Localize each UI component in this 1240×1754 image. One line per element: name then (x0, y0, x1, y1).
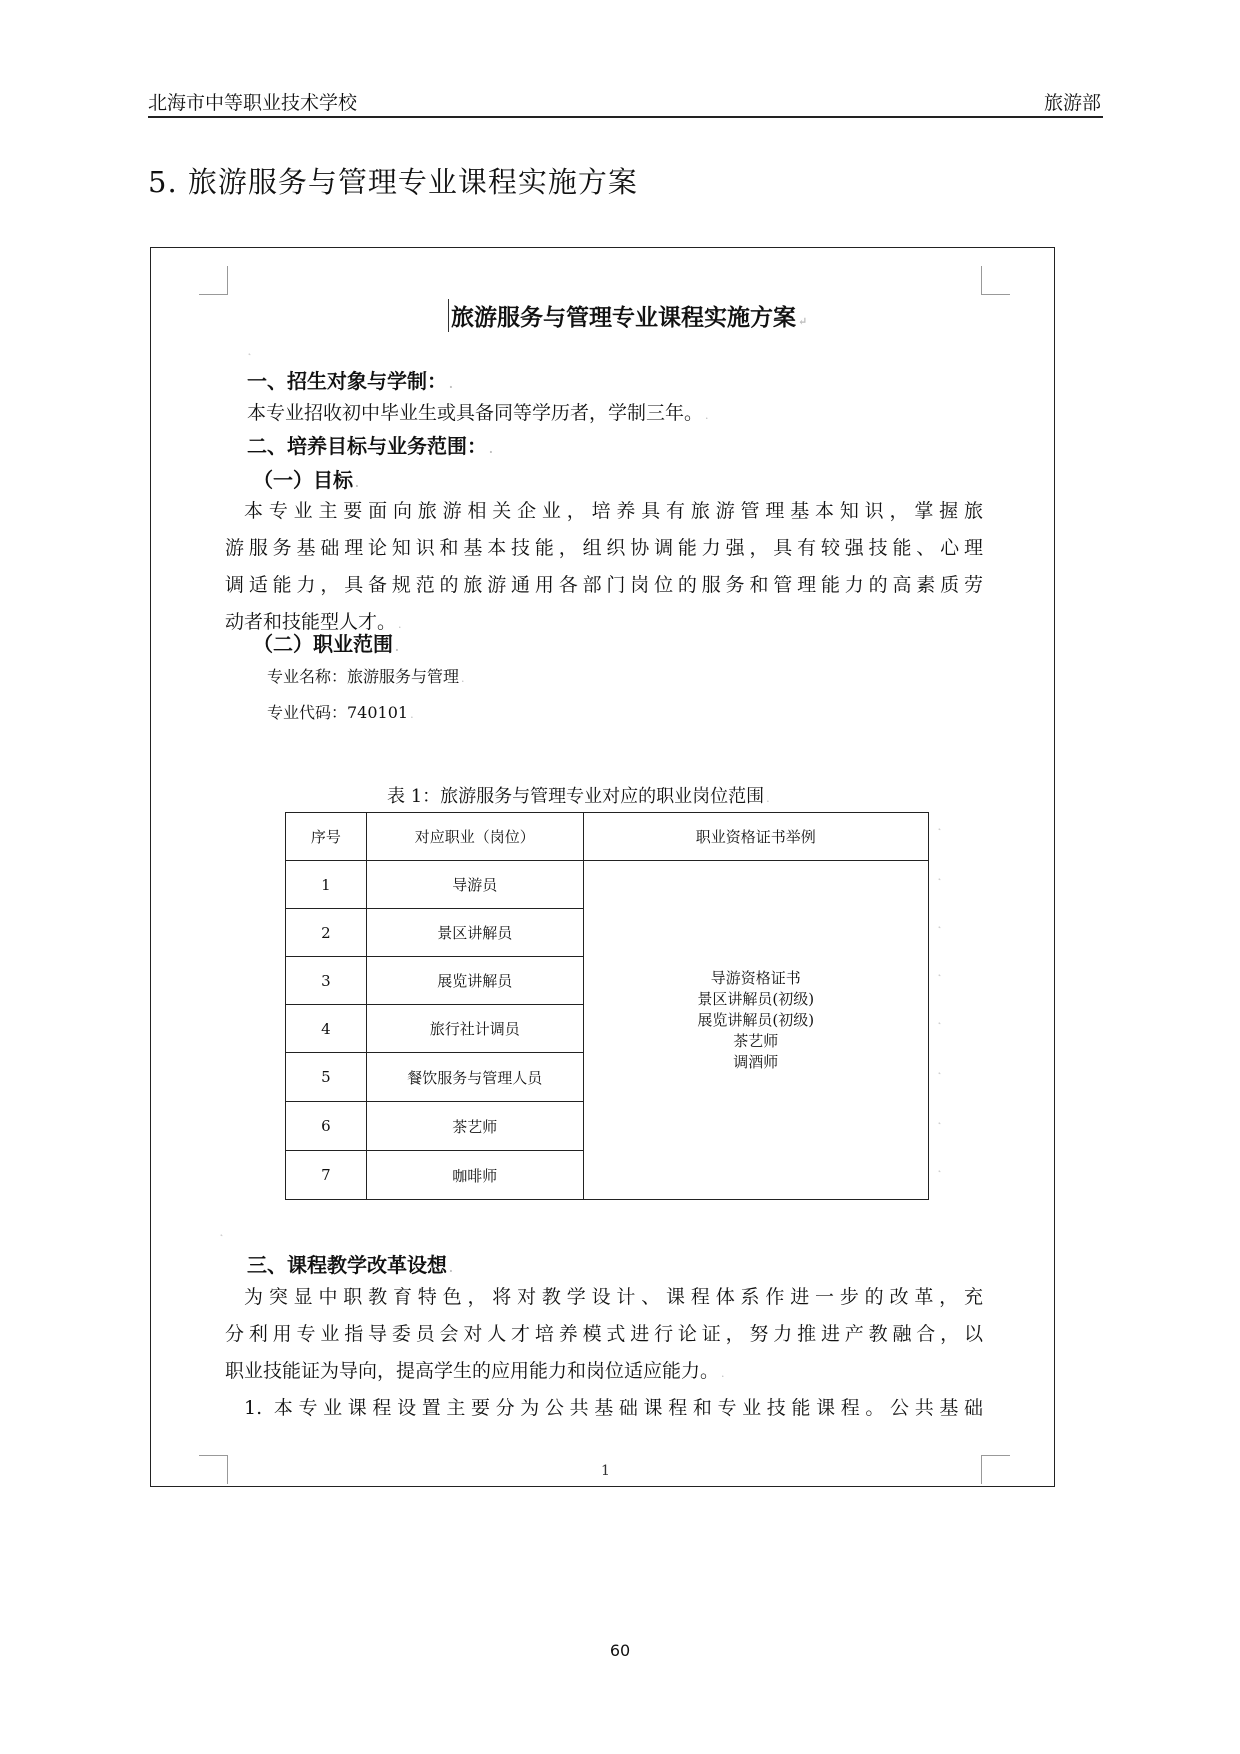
corner-mark-top-left (199, 266, 228, 295)
page-header (148, 84, 1103, 118)
row-number: 7 (286, 1151, 367, 1200)
para-line: 分利用专业指导委员会对人才培养模式进行论证，努力推进产教融合，以 (225, 1323, 983, 1345)
s1-text: 本专业招收初中毕业生或具备同等学历者，学制三年。 . (247, 402, 709, 424)
header-cell: 序号 (286, 813, 367, 861)
doc-title: 旅游服务与管理专业课程实施方案 ↵ (448, 299, 807, 332)
inner-page-number: 1 (601, 1463, 610, 1479)
row-number: 1 (286, 861, 367, 909)
corner-mark-bottom-left (199, 1455, 228, 1484)
para-line: 本专业主要面向旅游相关企业，培养具有旅游管理基本知识，掌握旅 (244, 500, 983, 522)
s2-paragraph (225, 493, 983, 641)
job-cell: 咖啡师 (366, 1151, 583, 1200)
para-line: 为突显中职教育特色，将对教学设计、课程体系作进一步的改革，充 (244, 1286, 983, 1308)
embedded-document-image: 旅游服务与管理专业课程实施方案 ↵ ˛ 一、招生对象与学制： . 本专业招收初中毕业生或具备同等学历者，学制三年。 . 二、培养目标与业务范围： . （一）目标 . 本专业主要面向旅游相关企业，培养具有旅游管理基本知识，掌握旅 游服务基础理论知识和基本技能，组织协调能力强，具有较强技能、心理 调适能力，具备规范的旅游通用各部门岗位的服务和管理能力的高素质劳 动者和技能型人才。 . （二）职业范围 . 专业名称：旅游服务与管理 . 专业代码：740101 . 表 1：旅游服务与管理专业对应的职业岗位范围 . 序号 对应职业（岗位） 职业资格证书举例 1 导游员 导游资格证书 景区讲解员(初级) 展览讲解员(初级) 茶艺师 调酒师 2 景区讲解员 3 展览讲解员 4 旅行社计调员 5 餐饮服务与管理人员 6 茶艺师 7 咖啡师 ˛ ˛ ˛ ˛ ˛ ˛ ˛ ˛ ˛ 三、课程教学改革设想 . 为突显中职教育特色，将对教学设计、课程体系作进一步的改革，充 分利用专业指导委员会对人才培养模式进行论证，努力推进产教融合，以 职业技能证为导向，提高学生的应用能力和岗位适应能力。 . 1. 本专业课程设置主要分为公共基础课程和专业技能课程。公共基础 1 (150, 247, 1055, 1487)
s3-paragraph (225, 1279, 983, 1427)
row-number: 5 (286, 1053, 367, 1102)
page-number: 60 (609, 1641, 631, 1660)
para-line: 调适能力，具备规范的旅游通用各部门岗位的服务和管理能力的高素质劳 (225, 574, 983, 596)
job-cell: 餐饮服务与管理人员 (366, 1053, 583, 1102)
career-table (285, 812, 929, 1200)
job-cell: 展览讲解员 (366, 957, 583, 1005)
certificate-item: 调酒师 (733, 1052, 779, 1071)
row-number: 6 (286, 1102, 367, 1151)
table-row (286, 861, 929, 909)
s2-heading: 二、培养目标与业务范围： . (247, 434, 493, 458)
para-line: 1. 本专业课程设置主要分为公共基础课程和专业技能课程。公共基础 (244, 1397, 983, 1419)
corner-mark-bottom-right (981, 1455, 1010, 1484)
row-number: 2 (286, 909, 367, 957)
certificate-cell (583, 861, 928, 1200)
para-line: 游服务基础理论知识和基本技能，组织协调能力强，具有较强技能、心理 (225, 537, 983, 559)
section-title: 5. 旅游服务与管理专业课程实施方案 (148, 165, 638, 199)
row-number: 3 (286, 957, 367, 1005)
header-school: 北海市中等职业技术学校 (148, 92, 358, 114)
certificate-item: 茶艺师 (733, 1031, 779, 1050)
header-cell: 对应职业（岗位） (366, 813, 583, 861)
certificate-item: 景区讲解员(初级) (697, 989, 815, 1008)
job-cell: 导游员 (366, 861, 583, 909)
header-department: 旅游部 (1043, 92, 1101, 114)
para-line: 职业技能证为导向，提高学生的应用能力和岗位适应能力。 . (225, 1360, 725, 1382)
s2-subheading-goal: （一）目标 . (253, 468, 359, 492)
header-cell: 职业资格证书举例 (583, 813, 928, 861)
table-header-row (286, 813, 929, 861)
s1-heading: 一、招生对象与学制： . (247, 369, 453, 393)
s2-subheading-scope: （二）职业范围 . (253, 632, 399, 656)
corner-mark-top-right (981, 266, 1010, 295)
job-cell: 茶艺师 (366, 1102, 583, 1151)
certificate-item: 导游资格证书 (710, 968, 801, 987)
major-code: 专业代码：740101 . (267, 703, 414, 722)
certificate-item: 展览讲解员(初级) (697, 1010, 815, 1029)
row-number: 4 (286, 1005, 367, 1053)
job-cell: 旅行社计调员 (366, 1005, 583, 1053)
job-cell: 景区讲解员 (366, 909, 583, 957)
s3-heading: 三、课程教学改革设想 . (247, 1253, 453, 1277)
table-caption: 表 1：旅游服务与管理专业对应的职业岗位范围 . (387, 786, 770, 807)
major-name: 专业名称：旅游服务与管理 . (267, 667, 465, 686)
para-line: 动者和技能型人才。 . (225, 611, 402, 633)
